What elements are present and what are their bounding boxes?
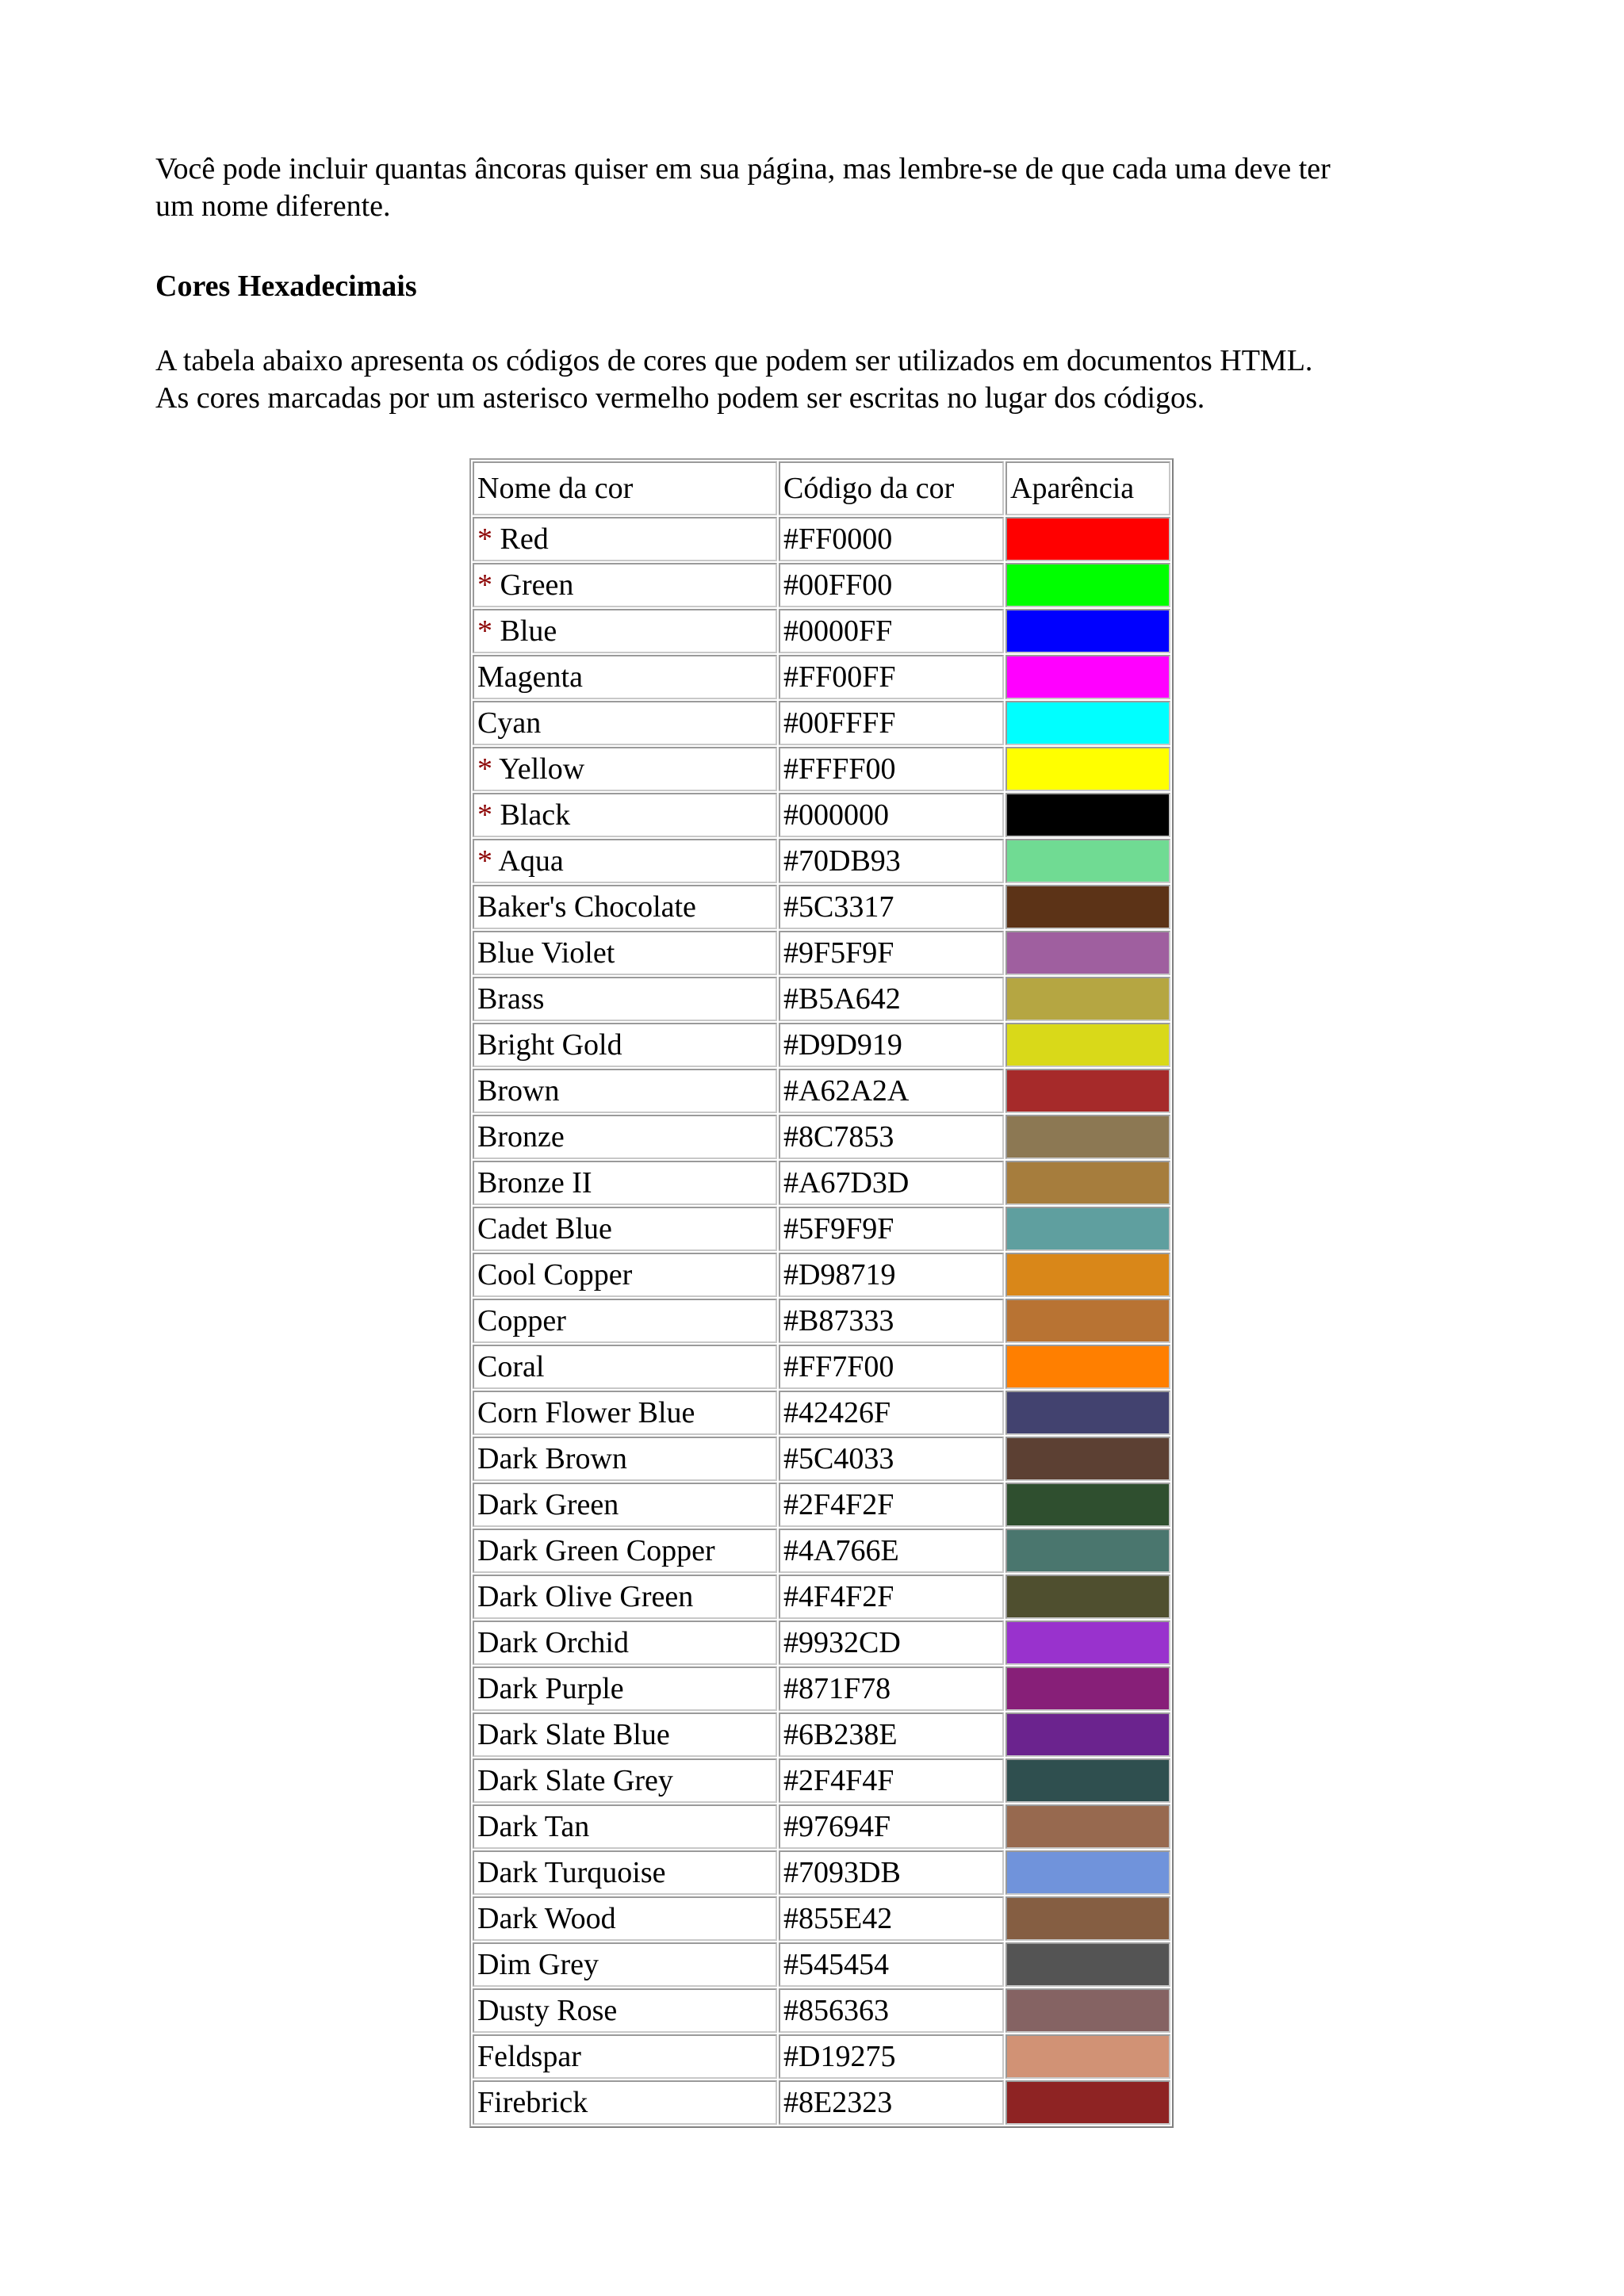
- color-name: Black: [500, 798, 571, 832]
- color-code: #FF0000: [779, 517, 1004, 561]
- color-swatch: [1007, 1438, 1169, 1479]
- color-code: #D19275: [779, 2034, 1004, 2079]
- color-name-cell: [473, 1850, 777, 1895]
- table-row: [473, 563, 1170, 607]
- color-swatch-cell: [1005, 793, 1170, 837]
- table-row: [473, 1529, 1170, 1573]
- color-name: Dark Orchid: [477, 1626, 629, 1659]
- color-name: Cadet Blue: [477, 1212, 612, 1246]
- color-code: #855E42: [779, 1896, 1004, 1941]
- table-row: [473, 1988, 1170, 2033]
- table-row: [473, 1391, 1170, 1435]
- color-code: #00FFFF: [779, 701, 1004, 745]
- color-name-cell: [473, 1483, 777, 1527]
- color-code: #7093DB: [779, 1850, 1004, 1895]
- color-name-cell: [473, 1942, 777, 1987]
- color-swatch: [1007, 1668, 1169, 1709]
- color-swatch: [1007, 1070, 1169, 1112]
- color-swatch: [1007, 656, 1169, 698]
- table-row: [473, 1804, 1170, 1849]
- color-name-cell: [473, 793, 777, 837]
- color-name: Dark Slate Blue: [477, 1718, 670, 1751]
- color-name: Coral: [477, 1350, 545, 1383]
- color-code: #9932CD: [779, 1621, 1004, 1665]
- table-row: [473, 609, 1170, 653]
- color-swatch-cell: [1005, 1942, 1170, 1987]
- color-swatch: [1007, 1162, 1169, 1203]
- color-swatch-cell: [1005, 1115, 1170, 1159]
- color-name-cell: [473, 517, 777, 561]
- color-name: Bronze II: [477, 1166, 592, 1200]
- color-swatch: [1007, 1760, 1169, 1801]
- color-swatch-cell: [1005, 701, 1170, 745]
- asterisk-marker: *: [477, 522, 492, 556]
- color-code: #545454: [779, 1942, 1004, 1987]
- table-row: [473, 655, 1170, 699]
- color-name: Cool Copper: [477, 1258, 633, 1292]
- color-swatch: [1007, 2082, 1169, 2123]
- color-swatch-cell: [1005, 1161, 1170, 1205]
- color-name: Dark Slate Grey: [477, 1764, 673, 1797]
- color-name: Blue: [500, 614, 557, 648]
- description-paragraph: [155, 342, 1472, 417]
- table-row: [473, 1161, 1170, 1205]
- color-name: Dark Turquoise: [477, 1856, 666, 1889]
- color-name-cell: [473, 1207, 777, 1251]
- color-code: #B87333: [779, 1299, 1004, 1343]
- color-code: #8E2323: [779, 2080, 1004, 2125]
- color-swatch: [1007, 1254, 1169, 1295]
- color-swatch-cell: [1005, 655, 1170, 699]
- color-code: #8C7853: [779, 1115, 1004, 1159]
- color-swatch-cell: [1005, 1621, 1170, 1665]
- color-swatch-cell: [1005, 1345, 1170, 1389]
- color-table-container: [469, 458, 1174, 2128]
- color-name: Corn Flower Blue: [477, 1396, 695, 1429]
- color-name-cell: [473, 609, 777, 653]
- color-name: Feldspar: [477, 2040, 581, 2073]
- color-swatch-cell: [1005, 1437, 1170, 1481]
- color-name-cell: [473, 839, 777, 883]
- table-row: [473, 1621, 1170, 1665]
- color-swatch-cell: [1005, 1804, 1170, 1849]
- color-swatch: [1007, 702, 1169, 744]
- color-swatch-cell: [1005, 517, 1170, 561]
- color-code: #000000: [779, 793, 1004, 837]
- color-swatch-cell: [1005, 1069, 1170, 1113]
- color-swatch: [1007, 519, 1169, 560]
- table-row: [473, 977, 1170, 1021]
- color-swatch: [1007, 1530, 1169, 1571]
- table-row: [473, 1299, 1170, 1343]
- color-swatch: [1007, 1622, 1169, 1663]
- color-swatch-cell: [1005, 1758, 1170, 1803]
- color-swatch: [1007, 840, 1169, 882]
- color-swatch: [1007, 1990, 1169, 2031]
- color-swatch: [1007, 978, 1169, 1020]
- color-swatch-cell: [1005, 609, 1170, 653]
- table-row: [473, 1667, 1170, 1711]
- intro-line-2: um nome diferente.: [155, 189, 391, 223]
- color-name: Dark Green Copper: [477, 1534, 715, 1567]
- color-name-cell: [473, 885, 777, 929]
- table-row: [473, 1345, 1170, 1389]
- color-name-cell: [473, 1529, 777, 1573]
- color-swatch: [1007, 610, 1169, 652]
- color-code: #856363: [779, 1988, 1004, 2033]
- color-swatch-cell: [1005, 747, 1170, 791]
- color-name: Baker's Chocolate: [477, 890, 696, 924]
- color-name: Dark Purple: [477, 1672, 624, 1705]
- color-name-cell: [473, 1712, 777, 1757]
- table-row: [473, 2034, 1170, 2079]
- color-name: Brass: [477, 982, 545, 1016]
- color-name-cell: [473, 977, 777, 1021]
- color-swatch: [1007, 1484, 1169, 1525]
- color-swatch-cell: [1005, 931, 1170, 975]
- color-code: #D9D919: [779, 1023, 1004, 1067]
- description-line-2: As cores marcadas por um asterisco vermelho podem ser escritas no lugar dos códigos.: [155, 381, 1205, 415]
- color-name: Copper: [477, 1304, 566, 1337]
- color-name-cell: [473, 1667, 777, 1711]
- color-swatch: [1007, 1576, 1169, 1617]
- table-row: [473, 1850, 1170, 1895]
- color-name-cell: [473, 1988, 777, 2033]
- header-appearance: Aparência: [1005, 461, 1170, 515]
- color-name: Dim Grey: [477, 1948, 599, 1981]
- color-swatch-cell: [1005, 977, 1170, 1021]
- color-swatch-cell: [1005, 839, 1170, 883]
- table-header-row: [473, 461, 1170, 515]
- table-row: [473, 1575, 1170, 1619]
- color-swatch-cell: [1005, 885, 1170, 929]
- color-swatch-cell: [1005, 2034, 1170, 2079]
- color-name: Dark Brown: [477, 1442, 627, 1475]
- table-row: [473, 1758, 1170, 1803]
- color-name-cell: [473, 1115, 777, 1159]
- color-swatch: [1007, 932, 1169, 974]
- color-swatch-cell: [1005, 1207, 1170, 1251]
- color-code: #4A766E: [779, 1529, 1004, 1573]
- color-swatch-cell: [1005, 1712, 1170, 1757]
- color-swatch-cell: [1005, 1253, 1170, 1297]
- color-swatch-cell: [1005, 1023, 1170, 1067]
- color-table: [469, 458, 1174, 2128]
- color-name: Green: [500, 568, 574, 602]
- color-name-cell: [473, 701, 777, 745]
- asterisk-marker: *: [477, 752, 492, 786]
- color-swatch-cell: [1005, 1391, 1170, 1435]
- color-name: Cyan: [477, 706, 542, 740]
- color-name: Dark Tan: [477, 1810, 590, 1843]
- color-swatch: [1007, 1898, 1169, 1939]
- color-code: #2F4F2F: [779, 1483, 1004, 1527]
- intro-line-1: Você pode incluir quantas âncoras quiser em sua página, mas lembre-se de que cada uma deve ter: [155, 152, 1331, 186]
- color-swatch: [1007, 1714, 1169, 1755]
- description-line-1: A tabela abaixo apresenta os códigos de cores que podem ser utilizados em documentos HTML.: [155, 344, 1313, 377]
- color-code: #D98719: [779, 1253, 1004, 1297]
- color-swatch: [1007, 1116, 1169, 1158]
- color-name-cell: [473, 1575, 777, 1619]
- color-swatch-cell: [1005, 2080, 1170, 2125]
- color-swatch: [1007, 886, 1169, 928]
- color-code: #B5A642: [779, 977, 1004, 1021]
- color-name: Yellow: [499, 752, 585, 786]
- color-name: Magenta: [477, 660, 583, 694]
- color-swatch: [1007, 1346, 1169, 1387]
- color-name-cell: [473, 1896, 777, 1941]
- color-swatch: [1007, 1806, 1169, 1847]
- color-name-cell: [473, 2080, 777, 2125]
- color-name: Red: [500, 522, 549, 556]
- asterisk-marker: *: [477, 844, 492, 878]
- color-code: #A62A2A: [779, 1069, 1004, 1113]
- color-name: Dark Green: [477, 1488, 619, 1521]
- table-row: [473, 1069, 1170, 1113]
- table-row: [473, 1896, 1170, 1941]
- color-name: Bronze: [477, 1120, 565, 1154]
- header-color-name: Nome da cor: [473, 461, 777, 515]
- color-swatch: [1007, 748, 1169, 790]
- color-code: #97694F: [779, 1804, 1004, 1849]
- color-name-cell: [473, 1299, 777, 1343]
- color-swatch-cell: [1005, 1667, 1170, 1711]
- color-swatch: [1007, 1852, 1169, 1893]
- color-swatch: [1007, 1024, 1169, 1066]
- section-heading: Cores Hexadecimais: [155, 270, 417, 303]
- color-name-cell: [473, 1023, 777, 1067]
- color-name-cell: [473, 1804, 777, 1849]
- asterisk-marker: *: [477, 798, 492, 832]
- table-row: [473, 2080, 1170, 2125]
- table-row: [473, 1942, 1170, 1987]
- table-row: [473, 1207, 1170, 1251]
- color-code: #5C3317: [779, 885, 1004, 929]
- table-row: [473, 1483, 1170, 1527]
- color-table-body: [473, 517, 1170, 2125]
- color-name-cell: [473, 1345, 777, 1389]
- color-swatch-cell: [1005, 1988, 1170, 2033]
- color-name: Firebrick: [477, 2086, 588, 2119]
- color-swatch-cell: [1005, 1529, 1170, 1573]
- color-code: #FFFF00: [779, 747, 1004, 791]
- color-code: #4F4F2F: [779, 1575, 1004, 1619]
- color-swatch: [1007, 2036, 1169, 2077]
- color-swatch: [1007, 1300, 1169, 1341]
- table-row: [473, 1712, 1170, 1757]
- table-row: [473, 1023, 1170, 1067]
- color-code: #00FF00: [779, 563, 1004, 607]
- color-code: #5F9F9F: [779, 1207, 1004, 1251]
- color-swatch: [1007, 1392, 1169, 1433]
- color-swatch: [1007, 1208, 1169, 1249]
- color-name: Blue Violet: [477, 936, 615, 970]
- color-name-cell: [473, 563, 777, 607]
- color-name-cell: [473, 1391, 777, 1435]
- table-row: [473, 839, 1170, 883]
- color-name-cell: [473, 931, 777, 975]
- color-code: #9F5F9F: [779, 931, 1004, 975]
- table-row: [473, 885, 1170, 929]
- table-row: [473, 747, 1170, 791]
- table-row: [473, 1437, 1170, 1481]
- color-name: Dark Olive Green: [477, 1580, 694, 1613]
- color-name-cell: [473, 1437, 777, 1481]
- color-swatch: [1007, 794, 1169, 836]
- color-swatch-cell: [1005, 563, 1170, 607]
- color-name-cell: [473, 747, 777, 791]
- table-row: [473, 1115, 1170, 1159]
- color-code: #FF00FF: [779, 655, 1004, 699]
- color-name-cell: [473, 1621, 777, 1665]
- asterisk-marker: *: [477, 614, 492, 648]
- color-swatch: [1007, 564, 1169, 606]
- color-name: Dark Wood: [477, 1902, 616, 1935]
- color-name-cell: [473, 1161, 777, 1205]
- color-swatch-cell: [1005, 1850, 1170, 1895]
- color-name-cell: [473, 2034, 777, 2079]
- table-row: [473, 701, 1170, 745]
- color-code: #A67D3D: [779, 1161, 1004, 1205]
- table-row: [473, 793, 1170, 837]
- color-name: Dusty Rose: [477, 1994, 618, 2027]
- color-code: #0000FF: [779, 609, 1004, 653]
- color-swatch: [1007, 1944, 1169, 1985]
- color-name: Brown: [477, 1074, 560, 1108]
- color-code: #871F78: [779, 1667, 1004, 1711]
- table-row: [473, 517, 1170, 561]
- color-code: #5C4033: [779, 1437, 1004, 1481]
- asterisk-marker: *: [477, 568, 492, 602]
- header-color-code: Código da cor: [779, 461, 1004, 515]
- color-code: #6B238E: [779, 1712, 1004, 1757]
- color-code: #42426F: [779, 1391, 1004, 1435]
- table-row: [473, 1253, 1170, 1297]
- color-name-cell: [473, 1069, 777, 1113]
- color-name: Bright Gold: [477, 1028, 622, 1062]
- color-swatch-cell: [1005, 1483, 1170, 1527]
- color-name: Aqua: [498, 844, 564, 878]
- color-code: #70DB93: [779, 839, 1004, 883]
- color-name-cell: [473, 1758, 777, 1803]
- intro-paragraph: [155, 151, 1472, 225]
- color-swatch-cell: [1005, 1896, 1170, 1941]
- color-swatch-cell: [1005, 1575, 1170, 1619]
- color-code: #FF7F00: [779, 1345, 1004, 1389]
- table-row: [473, 931, 1170, 975]
- color-swatch-cell: [1005, 1299, 1170, 1343]
- color-name-cell: [473, 655, 777, 699]
- color-name-cell: [473, 1253, 777, 1297]
- color-code: #2F4F4F: [779, 1758, 1004, 1803]
